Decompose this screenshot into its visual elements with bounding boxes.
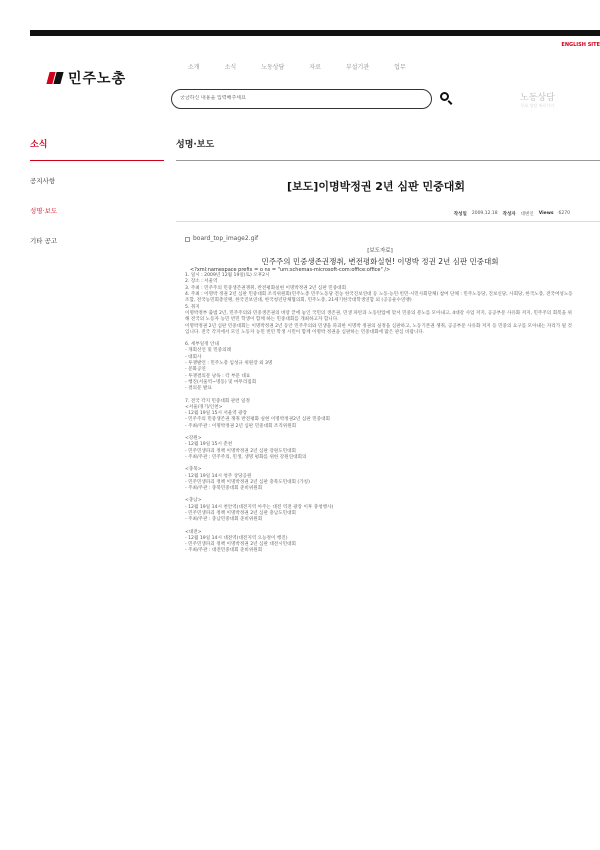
broken-image	[185, 236, 575, 242]
body-line: 이명박정권 2년 심판 민중대회는 이명박정권 2년 동안 민주주의와 민생을 파괴한 이명박 정권의 실정을 심판하고, 노동기본권 쟁취, 공공부문 사유화 저지 등 민중의 요구를 모아내는 자리가 될 것입니다. 전국 각지에서 모인 노동자 농민 빈민 학생 시민이 함께 이명박 정권을 심판하는 민중대회에 많은 관심 바랍니다.	[185, 323, 572, 335]
counsel-link[interactable]	[520, 90, 555, 109]
meta-divider	[176, 221, 600, 222]
post-author: 대변인	[520, 212, 534, 217]
xml-namespace-line: <?xml:namespace prefix = o ns = "urn:schemas-microsoft-com:office:office" />	[190, 266, 391, 273]
search-icon[interactable]	[440, 92, 449, 101]
body-line: - 주최/주관 : 민주주의, 민생, 생명 평화를 위한 강원연대회의	[185, 454, 307, 460]
search-input[interactable]	[180, 95, 410, 101]
body-line: - 투쟁발언 : 민주노총 임성규 위원장 외 3명	[185, 361, 273, 367]
body-line: - 주최/주관 : 충남민중대회 준비위원회	[185, 517, 263, 523]
body-line: - 12월 19일 14시 대전역(대전지역 으능정이 행진)	[185, 535, 288, 541]
broken-image-icon	[185, 237, 190, 242]
counsel-title: 노동상담	[520, 93, 555, 103]
gnb-item-work[interactable]: 업무	[394, 64, 406, 71]
post-date: 2009.12.18	[471, 211, 498, 216]
body-line: - 주최/주관 : 이명박정권 2년 심판 민중대회 조직위원회	[185, 423, 297, 429]
press-headline: 민주주의 민중생존권쟁취, 변전평화실현! 이명박 정권 2년 심판 민중대회	[261, 256, 499, 266]
logo-text: 민주노총	[68, 71, 127, 87]
body-line: 1. 일시 : 2009년 12월 19일(토) 오후2시	[185, 273, 270, 279]
gnb-item-intro[interactable]: 소개	[188, 64, 200, 71]
post-views: 6270	[558, 211, 570, 216]
logo-mark-icon	[48, 71, 64, 85]
body-line: - 민주민생파괴 정책 이명박정권 2년 심판 강원도민대회	[185, 448, 296, 454]
body-line: - 12월 19일 15시 춘천	[185, 442, 233, 448]
author-label: 작성자	[502, 212, 516, 217]
body-line: - 12월 19일 14시 천안역(대전지역 아주는 대전 역전 광장 이후 충청행사)	[185, 504, 334, 510]
body-line: - 행진(서울역~명동) 및 마무리집회	[185, 379, 257, 385]
image-alt-text: board_top_image2.gif	[193, 235, 259, 242]
page-title: 성명·보도	[176, 140, 215, 150]
body-line: <충북>	[185, 467, 202, 473]
body-line: 2. 장소 : 서울역	[185, 279, 218, 285]
english-site-link[interactable]: ENGLISH SITE	[561, 42, 600, 48]
body-line: - 결의문 발표	[185, 386, 212, 392]
body-line: - 12월 19일 14시 청주 상당공원	[185, 473, 252, 479]
body-line: 7. 전국 각지 민중대회 관련 일정	[185, 398, 250, 404]
top-bar	[30, 30, 600, 36]
counsel-subtitle: 무료 상담 바로가기	[520, 103, 555, 108]
logo[interactable]	[48, 68, 126, 88]
sidebar-title: 소식	[30, 140, 48, 150]
body-line: - 주최/주관 : 대전민중대회 준비위원회	[185, 548, 263, 554]
global-nav	[188, 62, 406, 71]
body-line: <강원>	[185, 436, 202, 442]
page-title-divider	[176, 160, 600, 161]
sidebar-item-statements[interactable]: 성명·보도	[30, 207, 58, 215]
body-line: - 투쟁결의문 낭독 : 각 부문 대표	[185, 373, 251, 379]
body-line: <서울/경기/인천>	[185, 404, 223, 410]
gnb-item-resources[interactable]: 자료	[309, 64, 321, 71]
body-line: - 민주주의 민중생존권 쟁취 반전평화 실현 이명박정권2년 심판 민중대회	[185, 417, 330, 423]
body-line: - 민주민생파괴 정책 이명박정권 2년 심판 충북도민대회 (가칭)	[185, 479, 310, 485]
doc-type: [보도자료]	[367, 248, 393, 255]
search-box	[171, 89, 432, 109]
body-line: - 개회선언 및 민중의례	[185, 348, 231, 354]
gnb-item-counsel[interactable]: 노동상담	[261, 64, 285, 71]
gnb-item-affiliates[interactable]: 부설기관	[345, 64, 370, 71]
body-line: 3. 주최 : 민주주의 민중생존권쟁취, 반전평화실현 이명박정권 2년 심판 민중대회	[185, 285, 347, 291]
body-line: - 12월 19일 15시 서울역 광장	[185, 411, 247, 417]
post-title: [보도]이명박정권 2년 심판 민중대회	[287, 180, 465, 193]
body-line: - 민주민생파괴 정책 이명박정권 2년 심판 충남도민대회	[185, 510, 296, 516]
body-line: - 민주민생파괴 정책 이명박정권 2년 심판 대전시민대회	[185, 542, 296, 548]
body-line: 이명박정부 출범 2년, 민주주의와 민중생존권의 벼랑 끝에 놓인 국민의 생존권, 민생 파탄과 노동탄압에 맞서 민중의 분노를 모아내고, 4대강 사업 저지, 공공부문 사유화 저지, 민주주의 회복을 위해 전국의 노동자 농민 빈민 학생이 함께 하는 민중대회를 개최하고자 합니다.	[185, 310, 572, 323]
sidebar-menu	[30, 176, 57, 266]
gnb-item-news[interactable]: 소식	[224, 64, 237, 71]
body-line: - 대회사	[185, 354, 202, 360]
post-meta	[454, 211, 570, 217]
body-line: <대전>	[185, 529, 202, 535]
sidebar-item-notice[interactable]: 공지사항	[30, 177, 56, 185]
date-label: 작성일	[453, 212, 467, 217]
post-body	[185, 236, 575, 555]
body-line: 4. 주최 : 이명박 정권 2년 심판 민중대회 조직위원회(민주노총 민주노동당 전농 한국진보연대 등 노동·농민·빈민·시민사회단체) 참여 단체 : 민주노동당, 진보신당, 사회당, 한국노총, 전국여성노동조합, 전국농민회총연맹, 한국진보연대, 한국청년단체협의회, 민주노총, 21세기한국대학생연합 외 (공공운수연맹)	[185, 292, 573, 304]
body-line: 5. 취지	[185, 304, 200, 310]
body-line: <충남>	[185, 498, 202, 504]
body-line: - 주최/주관 : 충북민중대회 준비위원회	[185, 486, 263, 492]
sidebar-item-other-notice[interactable]: 기타 공고	[30, 237, 58, 245]
views-label: Views	[538, 211, 554, 216]
body-line: 6. 세부일정 안내	[185, 342, 219, 348]
body-line: - 문화공연	[185, 367, 206, 373]
sidebar-divider	[30, 160, 164, 161]
